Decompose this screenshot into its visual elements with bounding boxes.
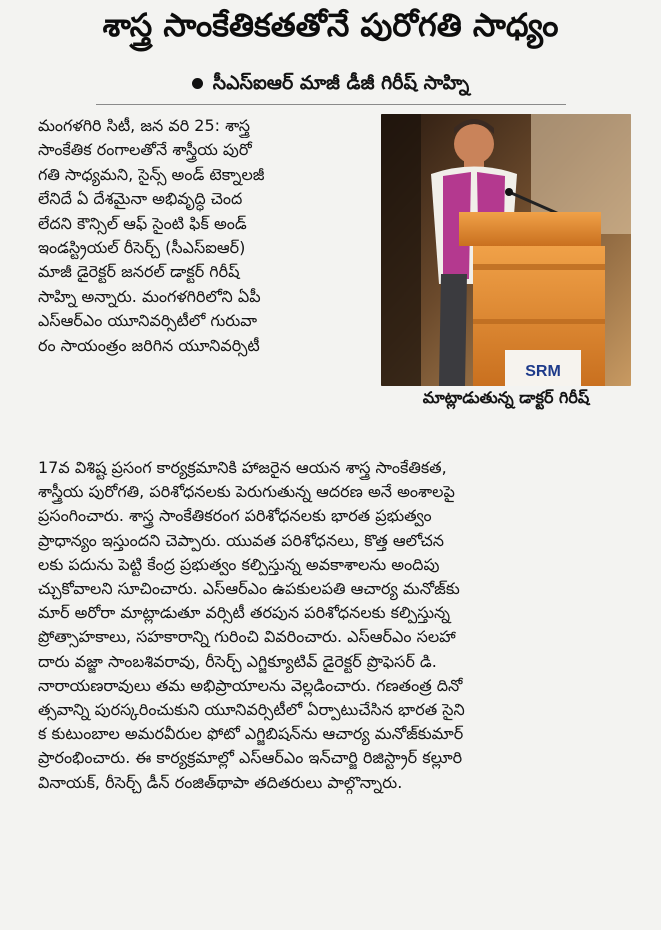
article-full-width xyxy=(38,456,628,795)
article-line: ప్రోత్సాహకాలు, సహకారాన్ని గురించి వివరించారు. ఎస్ఆర్ఎం సలహా xyxy=(38,627,456,647)
article-left-column xyxy=(38,114,372,358)
photo-caption: మాట్లాడుతున్న డాక్టర్ గిరీష్ xyxy=(422,388,590,407)
article-line: రం సాయంత్రం జరిగిన యూనివర్సిటీ xyxy=(38,335,260,355)
byline-text: సీఎస్ఐఆర్ మాజీ డీజీ గిరీష్ సాహ్ని xyxy=(212,72,470,94)
article-line: 17వ విశిష్ట ప్రసంగ కార్యక్రమానికి హాజరైన ఆయన శాస్త్ర సాంకేతికత, xyxy=(38,458,447,477)
article-line: గతి సాధ్యమని, సైన్స్ అండ్ టెక్నాలజీ xyxy=(38,164,265,184)
headline: శాస్త్ర సాంకేతికతతోనే పురోగతి సాధ్యం xyxy=(102,6,559,44)
article-line: మార్ అరోరా మాట్లాడుతూ వర్సిటీ తరపున పరిశోధనలకు కల్పిస్తున్న xyxy=(38,603,450,623)
article-line: ప్రసంగించారు. శాస్త్ర సాంకేతికరంగ పరిశోధనలకు భారత ప్రభుత్వం xyxy=(38,506,432,526)
article-line: లేనిదే ఏ దేశమైనా అభివృద్ధి చెంద xyxy=(38,189,243,209)
byline-divider xyxy=(96,104,566,105)
article-line: శాస్త్రీయ పురోగతి, పరిశోధనలకు పెరుగుతున్న ఆదరణ అనే అంశాలపై xyxy=(38,482,455,502)
article-line: నారాయణరావులు తమ అభిప్రాయాలను వెల్లడించారు. గణతంత్ర దినో xyxy=(38,675,463,695)
podium-logo: SRM xyxy=(525,363,561,380)
article-line: మంగళగిరి సిటీ, జన వరి 25: శాస్త్ర xyxy=(38,116,250,135)
article-line: వినాయక్, రీసెర్చ్ డీన్ రంజిత్‌థాపా తదితరులు పాల్గొన్నారు. xyxy=(38,772,403,792)
article-line: ప్రారంభించారు. ఈ కార్యక్రమాల్లో ఎస్ఆర్ఎం ఇన్‌చార్జి రిజిస్ట్రార్ కల్లూరి xyxy=(38,748,463,768)
article-line: సాహ్ని అన్నారు. మంగళగిరిలోని ఏపీ xyxy=(38,286,261,306)
article-line: మాజీ డైరెక్టర్ జనరల్ డాక్టర్ గిరీష్ xyxy=(38,262,240,282)
article-line: క కుటుంబాల అమరవీరుల ఫోటో ఎగ్జిబిషన్‌ను ఆచార్య మనోజ్‌కుమార్ xyxy=(38,724,464,744)
article-line: సాంకేతిక రంగాలతోనే శాస్త్రీయ పురో xyxy=(38,140,252,160)
speaker-photo-illustration xyxy=(381,114,631,386)
article-line: ప్రాధాన్యం ఇస్తుందని చెప్పారు. యువత పరిశోధనలు, కొత్త ఆలోచన xyxy=(38,530,444,550)
speaker-photo xyxy=(381,114,631,386)
byline xyxy=(0,72,661,99)
article-line: త్సవాన్ని పురస్కరించుకుని యూనివర్సిటీలో ఏర్పాటుచేసిన భారత సైని xyxy=(38,700,465,720)
article-line: చ్చుకోవాలని సూచించారు. ఎస్ఆర్ఎం ఉపకులపతి ఆచార్య మనోజ్‌కు xyxy=(38,579,460,599)
article-line: లేదని కౌన్సిల్ ఆఫ్ సైంటి ఫిక్ అండ్ xyxy=(38,213,247,233)
article-line: ఇండస్ట్రియల్ రీసెర్చ్ (సీఎస్ఐఆర్) xyxy=(38,238,246,258)
article-line: లకు పదును పెట్టి కేంద్ర ప్రభుత్వం కల్పిస్తున్న అవకాశాలను అందిపు xyxy=(38,554,440,574)
bullet-icon xyxy=(192,78,203,89)
article-line: ఎస్ఆర్ఎం యూనివర్సిటీలో గురువా xyxy=(38,311,258,331)
article-line: దారు వజ్జా సాంబశివరావు, రీసెర్చ్ ఎగ్జిక్యూటివ్ డైరెక్టర్ ప్రొఫెసర్ డి. xyxy=(38,651,437,671)
